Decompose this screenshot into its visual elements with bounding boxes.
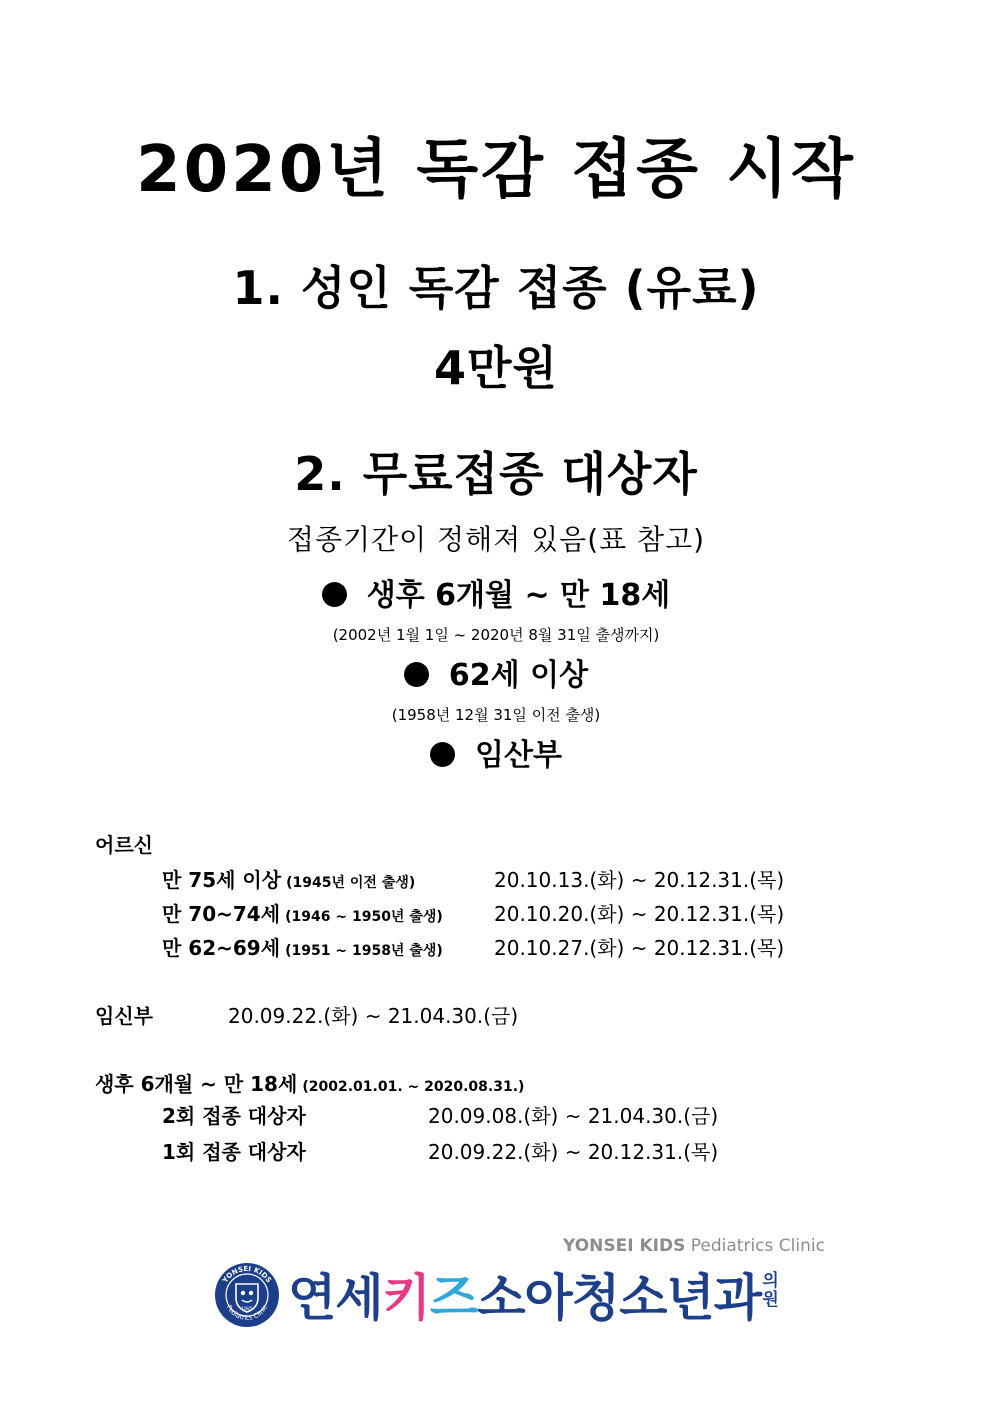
birth-range: (1945년 이전 출생) xyxy=(286,875,416,891)
group-children-sub: (2002년 1월 1일 ~ 2020년 8월 31일 출생까지) xyxy=(332,626,660,644)
group-children xyxy=(0,570,992,614)
group-seniors-sub: (1958년 12월 31일 이전 출생) xyxy=(391,706,601,724)
svg-text:1885: 1885 xyxy=(241,1307,253,1312)
children-label: 생후 6개월 ~ 만 18세 xyxy=(95,1072,298,1096)
pregnant-heading: 임신부 xyxy=(95,1004,153,1028)
birth-range: (1951 ~ 1958년 출생) xyxy=(285,943,443,959)
vaccination-period: 20.09.22.(화) ~ 21.04.30.(금) xyxy=(228,1004,519,1028)
page-title: 2020년 독감 접종 시작 xyxy=(136,133,856,207)
elderly-row xyxy=(162,864,415,893)
bullet-icon xyxy=(430,742,455,767)
elderly-heading: 어르신 xyxy=(95,833,153,857)
birth-range: (1946 ~ 1950년 출생) xyxy=(285,909,443,925)
section1-heading: 1. 성인 독감 접종 (유료) xyxy=(232,261,760,315)
group-pregnant xyxy=(0,730,992,774)
vaccination-period: 20.09.08.(화) ~ 21.04.30.(금) xyxy=(428,1104,719,1128)
dose-label: 1회 접종 대상자 xyxy=(162,1140,306,1164)
group-seniors xyxy=(0,650,992,694)
group-label: 62세 이상 xyxy=(448,658,589,693)
clinic-seal-icon xyxy=(214,1262,280,1328)
adult-price: 4만원 xyxy=(434,341,558,395)
group-label: 생후 6개월 ~ 만 18세 xyxy=(366,578,671,613)
group-label: 임산부 xyxy=(475,738,562,773)
elderly-row xyxy=(162,898,443,927)
svg-text:YONSEI KIDS: YONSEI KIDS xyxy=(221,1264,273,1285)
svg-text:Pediatrics Clinic: Pediatrics Clinic xyxy=(224,1303,270,1323)
elderly-row xyxy=(162,932,443,961)
dose-label: 2회 접종 대상자 xyxy=(162,1104,306,1128)
vaccination-period: 20.09.22.(화) ~ 20.12.31.(목) xyxy=(428,1140,719,1164)
vaccination-period: 20.10.13.(화) ~ 20.12.31.(목) xyxy=(494,868,785,892)
birth-range: (2002.01.01. ~ 2020.08.31.) xyxy=(302,1079,525,1095)
clinic-korean-name: 연세키즈소아청소년과의원 xyxy=(288,1269,778,1327)
period-note: 접종기간이 정해져 있음(표 참고) xyxy=(286,523,706,556)
age-label: 만 75세 이상 xyxy=(162,868,282,892)
bullet-icon xyxy=(404,662,429,687)
vaccination-period: 20.10.27.(화) ~ 20.12.31.(목) xyxy=(494,936,785,960)
section2-heading: 2. 무료접종 대상자 xyxy=(294,447,698,501)
children-heading xyxy=(95,1068,524,1097)
vaccination-period: 20.10.20.(화) ~ 20.12.31.(목) xyxy=(494,902,785,926)
age-label: 만 70~74세 xyxy=(162,902,281,926)
age-label: 만 62~69세 xyxy=(162,936,281,960)
bullet-icon xyxy=(322,582,347,607)
clinic-english-name: YONSEI KIDS Pediatrics Clinic xyxy=(563,1236,825,1256)
